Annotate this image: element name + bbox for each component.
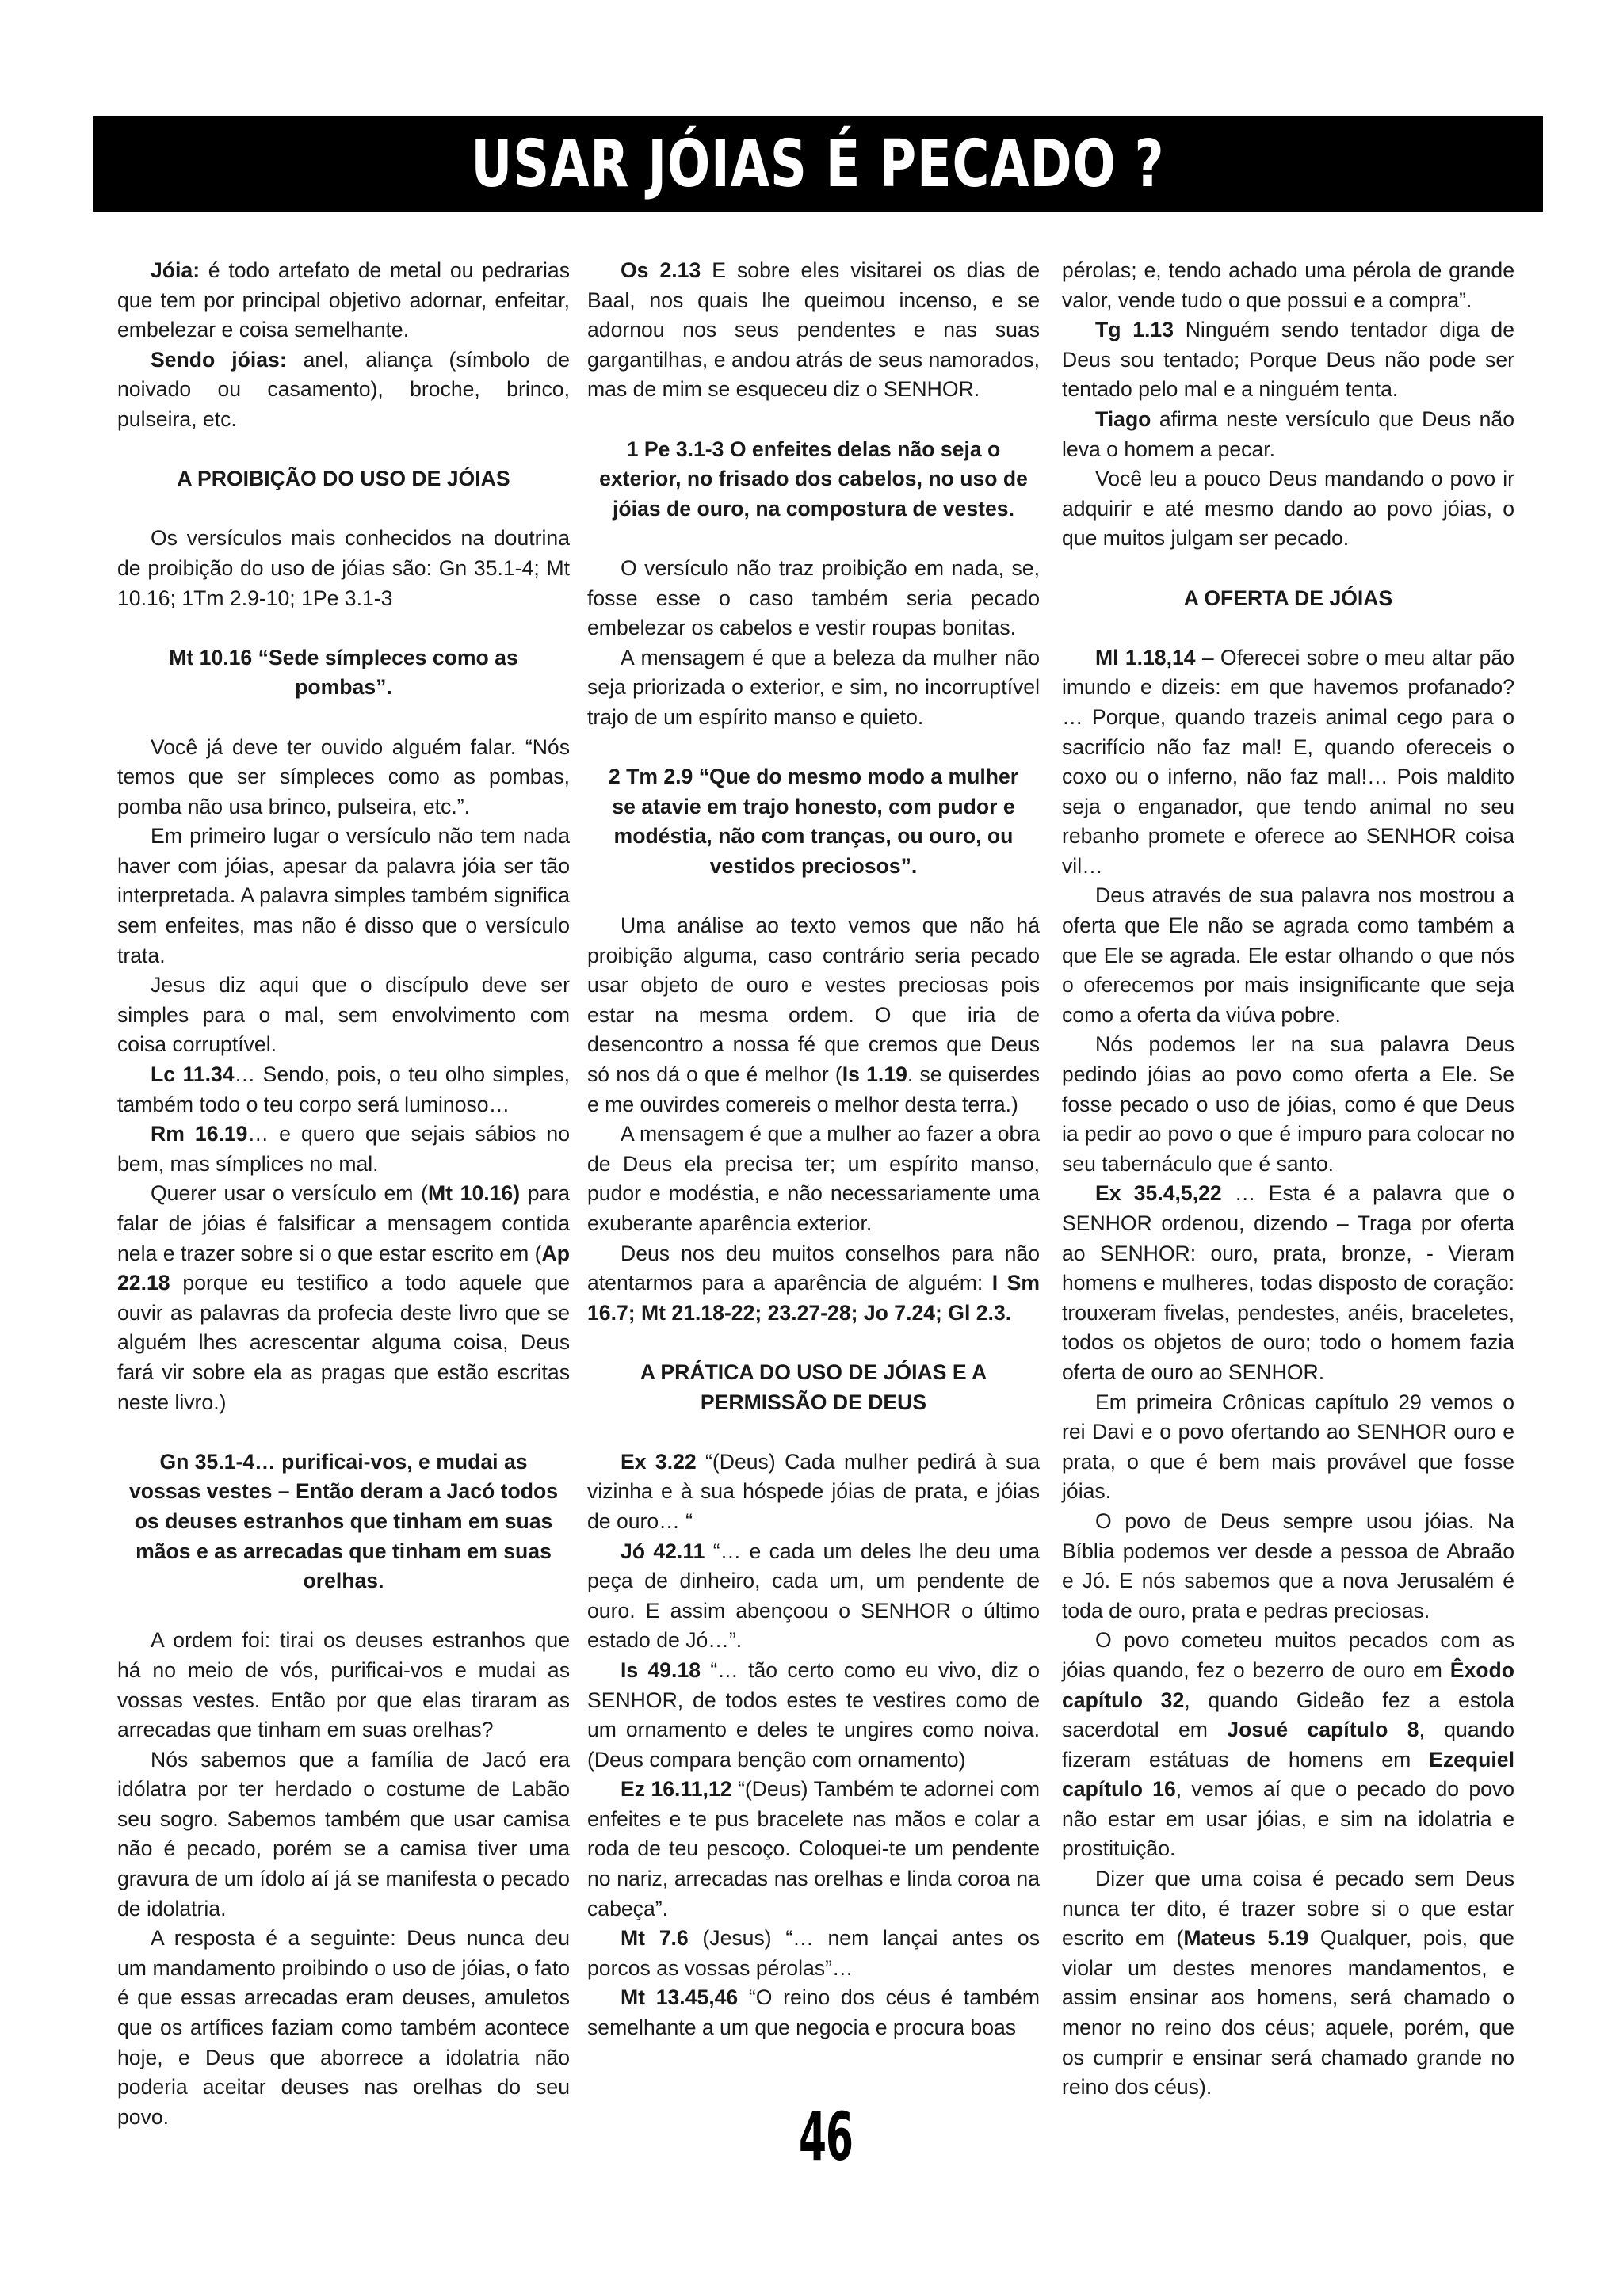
paragraph — [117, 256, 570, 345]
section-heading: A PRÁTICA DO USO DE JÓIAS E A PERMISSÃO DE DEUS — [640, 1360, 987, 1414]
paragraph — [587, 1983, 1040, 2042]
paragraph-text: O povo cometeu muitos pecados com as jóias quando, fez o bezerro de ouro em — [1062, 1628, 1514, 1682]
section-heading: 2 Tm 2.9 “Que do mesmo modo a mulher se atavie em trajo honesto, com pudor e modéstia, não com tranças, ou ouro, ou vestidos preciosos”. — [608, 765, 1019, 878]
verse-ref: Mt 13.45,46 — [621, 1985, 739, 2010]
paragraph — [117, 1060, 570, 1119]
paragraph — [587, 1447, 1040, 1537]
term-bold: Sendo jóias: — [151, 347, 287, 372]
paragraph: O versículo não traz proibição em nada, se, fosse esse o caso também seria pecado embelezar os cabelos e vestir roupas bonitas. — [587, 555, 1040, 640]
paragraph-text: , quando fizeram estátuas de homens em — [1062, 1718, 1514, 1772]
paragraph — [587, 911, 1040, 1119]
paragraph-text: E sobre eles visitarei os dias de Baal, nos quais lhe queimou incenso, e se adornou nos seus pendentes e nas suas gargantilhas, e andou atrás de seus namorados, mas de mim se esqueceu diz o SENHOR. — [587, 258, 1040, 402]
paragraph-text: “… e cada um deles lhe deu uma peça de dinheiro, cada um, um pendente de ouro. E assim abençoou o SENHOR o último estado de Jó…”. — [587, 1539, 1040, 1653]
title-banner — [93, 116, 1543, 212]
paragraph-text: “(Deus) Cada mulher pedirá à sua vizinha e à sua hóspede jóias de prata, e jóias de ouro… “ — [587, 1449, 1041, 1533]
paragraph: Jesus diz aqui que o discípulo deve ser simples para o mal, sem envolvimento com coisa corruptível. — [117, 973, 570, 1057]
verse-ref: Ex 3.22 — [621, 1449, 697, 1474]
paragraph: A resposta é a seguinte: Deus nunca deu um mandamento proibindo o uso de jóias, o fato é que essas arrecadas eram deuses, amuletos que os artífices faziam como também acontece hoje, e Deus que aborrece a idolatria não poderia aceitar deuses nas orelhas do seu povo. — [117, 1926, 570, 2129]
paragraph — [1062, 405, 1514, 464]
paragraph: A mensagem é que a beleza da mulher não seja priorizada o exterior, e sim, no incorruptível trajo de um espírito manso e quieto. — [587, 645, 1040, 729]
paragraph-text: Uma análise ao texto vemos que não há proibição alguma, caso contrário seria pecado usar objeto de ouro e vestes preciosas pois estar na mesma ordem. O que iria de desencontro a nossa fé que cremos que Deus só nos dá o que é melhor ( — [587, 913, 1040, 1087]
paragraph-text: Qualquer, pois, que violar um destes menores mandamentos, e assim ensinar aos homens, será chamado o menor no reino dos céus; aquele, porém, que os cumprir e ensinar será chamado grande no reino dos céus). — [1062, 1926, 1514, 2100]
paragraph: Nós podemos ler na sua palavra Deus pedindo jóias ao povo como oferta a Ele. Se fosse pecado o uso de jóias, como é que Deus ia pedir ao povo o que é impuro para colocar no seu tabernáculo que é santo. — [1062, 1032, 1514, 1176]
paragraph-text: “(Deus) Também te adornei com enfeites e te pus bracelete nas mãos e colar a roda de teu pescoço. Coloquei-te um pendente no nariz, arrecadas nas orelhas e linda coroa na cabeça”. — [587, 1777, 1040, 1920]
paragraph-text: afirma neste versículo que Deus não leva o homem a pecar. — [1062, 406, 1514, 461]
paragraph — [587, 256, 1040, 405]
paragraph: pérolas; e, tendo achado uma pérola de grande valor, vende tudo o que possui e a compra”. — [1062, 258, 1514, 312]
verse-ref: Is 1.19 — [842, 1062, 907, 1087]
term-bold: Tiago — [1095, 406, 1151, 431]
paragraph-text: – Oferecei sobre o meu altar pão imundo e dizeis: em que havemos profanado? … Porque, quando trazeis animal cego para o sacrifício não faz mal! E, quando ofereceis o coxo ou o inferno, não faz mal!… Pois maldito seja o enganador, que tendo animal no seu rebanho promete e oferece ao SENHOR coisa vil… — [1062, 645, 1514, 878]
paragraph: Você já deve ter ouvido alguém falar. “Nós temos que ser símpleces como as pombas, pomba não usa brinco, pulseira, etc.”. — [117, 734, 570, 818]
paragraph: A mensagem é que a mulher ao fazer a obra de Deus ela precisa ter; um espírito manso, pudor e modéstia, e não necessariamente uma exuberante aparência exterior. — [587, 1122, 1040, 1235]
paragraph-text: … Esta é a palavra que o SENHOR ordenou, dizendo – Traga por oferta ao SENHOR: ouro, prata, bronze, - Vieram homens e mulheres, todas disposto de coração: trouxeram fivelas, pendestes, anéis, braceletes, todos os objetos de ouro; todo o homem fazia oferta de ouro ao SENHOR. — [1062, 1181, 1514, 1384]
paragraph-text: “O reino dos céus é também semelhante a um que negocia e procura boas — [587, 1985, 1040, 2040]
verse-ref: Êxodo capítulo 32 — [1062, 1657, 1514, 1712]
paragraph — [1062, 1626, 1514, 1864]
paragraph — [117, 1119, 570, 1179]
paragraph-text: anel, aliança (símbolo de noivado ou casamento), broche, brinco, pulseira, etc. — [117, 347, 570, 431]
paragraph: Nós sabemos que a família de Jacó era idólatra por ter herdado o costume de Labão seu sogro. Sabemos também que usar camisa não é pecado, porém se a camisa tiver uma gravura de um ídolo aí já se manifesta o pecado de idolatria. — [117, 1747, 570, 1920]
verse-ref: Jó 42.11 — [621, 1539, 705, 1563]
paragraph-text: “… tão certo como eu vivo, diz o SENHOR, de todos estes te vestires como de um ornamento e deles te ungires como noiva. (Deus compara benção com ornamento) — [587, 1657, 1040, 1772]
paragraph-text: Dizer que uma coisa é pecado sem Deus nunca ter dito, é trazer sobre si o que estar escrito em ( — [1062, 1867, 1514, 1951]
paragraph-text: é todo artefato de metal ou pedrarias que tem por principal objetivo adornar, enfeitar, embelezar e coisa semelhante. — [117, 258, 570, 342]
verse-ref: Is 49.18 — [621, 1657, 701, 1682]
verse-ref: Mateus 5.19 — [1183, 1926, 1309, 1951]
verse-ref: Ap 22.18 — [117, 1241, 570, 1295]
column-3 — [1062, 256, 1514, 2103]
paragraph — [117, 1179, 570, 1417]
paragraph: Em primeira Crônicas capítulo 29 vemos o rei Davi e o povo ofertando ao SENHOR ouro e prata, o que é bem mais provável que fosse jóias. — [1062, 1390, 1514, 1504]
paragraph-text: (Jesus) “… nem lançai antes os porcos as vossas pérolas”… — [587, 1926, 1040, 1980]
section-heading: Gn 35.1-4… purificai-vos, e mudai as vossas vestes – Então deram a Jacó todos os deuses estranhos que tinham em suas mãos e as arrecadas que tinham em suas orelhas. — [129, 1449, 558, 1593]
paragraph: O povo de Deus sempre usou jóias. Na Bíblia podemos ver desde a pessoa de Abraão e Jó. E nós sabemos que a nova Jerusalém é toda de ouro, prata e pedras preciosas. — [1062, 1508, 1514, 1623]
verse-ref: Os 2.13 — [621, 258, 701, 282]
paragraph — [587, 1924, 1040, 1983]
paragraph-text: Ninguém sendo tentador diga de Deus sou tentado; Porque Deus não pode ser tentado pelo mal e a ninguém tenta. — [1062, 318, 1514, 402]
paragraph: Você leu a pouco Deus mandando o povo ir adquirir e até mesmo dando ao povo jóias, o que muitos julgam ser pecado. — [1062, 467, 1514, 551]
verse-ref: Ez 16.11,12 — [621, 1777, 732, 1802]
paragraph — [1062, 1864, 1514, 2103]
paragraph — [1062, 315, 1514, 405]
paragraph-text: para falar de jóias é falsificar a mensagem contida nela e trazer sobre si o que estar escrito em ( — [117, 1181, 570, 1265]
paragraph: Os versículos mais conhecidos na doutrina de proibição do uso de jóias são: Gn 35.1-4; Mt 10.16; 1Tm 2.9-10; 1Pe 3.1-3 — [117, 526, 570, 610]
verse-ref: Mt 7.6 — [621, 1926, 689, 1951]
paragraph-text: Deus nos deu muitos conselhos para não atentarmos para a aparência de alguém: — [587, 1241, 1040, 1295]
verse-ref: Josué capítulo 8 — [1227, 1718, 1419, 1742]
paragraph: Deus através de sua palavra nos mostrou a oferta que Ele não se agrada como também a que Ele se agrada. Ele estar olhando o que nós o oferecemos por mais insignificante que seja como a oferta da viúva pobre. — [1062, 883, 1514, 1027]
paragraph-text: porque eu testifico a todo aquele que ouvir as palavras da profecia deste livro que se alguém lhes acrescentar alguma coisa, Deus fará vir sobre ela as pragas que estão escritas neste livro.) — [117, 1271, 570, 1414]
page-number: 46 — [799, 2098, 853, 2176]
paragraph-text: , vemos aí que o pecado do povo não estar em usar jóias, e sim na idolatria e prostituição. — [1062, 1777, 1514, 1861]
section-heading: A PROIBIÇÃO DO USO DE JÓIAS — [177, 467, 510, 491]
paragraph-text: … e quero que sejais sábios no bem, mas símplices no mal. — [117, 1122, 571, 1176]
verse-ref: Lc 11.34 — [151, 1062, 235, 1087]
term-bold: Jóia: — [151, 258, 200, 282]
paragraph — [587, 1239, 1040, 1329]
section-heading: 1 Pe 3.1-3 O enfeites delas não seja o exterior, no frisado dos cabelos, no uso de jóias de ouro, na compostura de vestes. — [599, 437, 1028, 521]
paragraph — [1062, 643, 1514, 882]
column-2 — [587, 256, 1040, 2043]
page-title: USAR JÓIAS É PECADO ? — [471, 126, 1165, 202]
verse-ref: Ezequiel capítulo 16 — [1062, 1747, 1514, 1802]
section-heading: Mt 10.16 “Sede símpleces como as pombas”. — [169, 645, 518, 700]
paragraph — [1062, 1179, 1514, 1387]
paragraph — [587, 1656, 1040, 1775]
verse-ref: Tg 1.13 — [1095, 318, 1174, 342]
verse-ref: Mt 10.16) — [427, 1181, 521, 1206]
verse-ref: Ml 1.18,14 — [1095, 645, 1196, 669]
paragraph — [587, 1537, 1040, 1656]
column-1 — [117, 256, 570, 2132]
verse-ref: I Sm 16.7; Mt 21.18-22; 23.27-28; Jo 7.24; Gl 2.3. — [587, 1271, 1040, 1325]
paragraph-text: Querer usar o versículo em ( — [151, 1181, 428, 1206]
verse-ref: Rm 16.19 — [151, 1122, 248, 1146]
paragraph-text: . se quiserdes e me ouvirdes comereis o melhor desta terra.) — [587, 1062, 1041, 1116]
paragraph: A ordem foi: tirai os deuses estranhos que há no meio de vós, purificai-vos e mudai as vossas vestes. Então por que elas tiraram as arrecadas que tinham em suas orelhas? — [117, 1628, 570, 1742]
paragraph-text: , quando Gideão fez a estola sacerdotal em — [1062, 1688, 1515, 1742]
paragraph-text: … Sendo, pois, o teu olho simples, também todo o teu corpo será luminoso… — [117, 1062, 570, 1116]
verse-ref: Ex 35.4,5,22 — [1095, 1181, 1222, 1206]
paragraph: Em primeiro lugar o versículo não tem nada haver com jóias, apesar da palavra jóia ser tão interpretada. A palavra simples também significa sem enfeites, mas não é disso que o versículo trata. — [117, 824, 570, 967]
paragraph — [587, 1775, 1040, 1924]
paragraph — [117, 345, 570, 435]
section-heading: A OFERTA DE JÓIAS — [1183, 585, 1393, 610]
